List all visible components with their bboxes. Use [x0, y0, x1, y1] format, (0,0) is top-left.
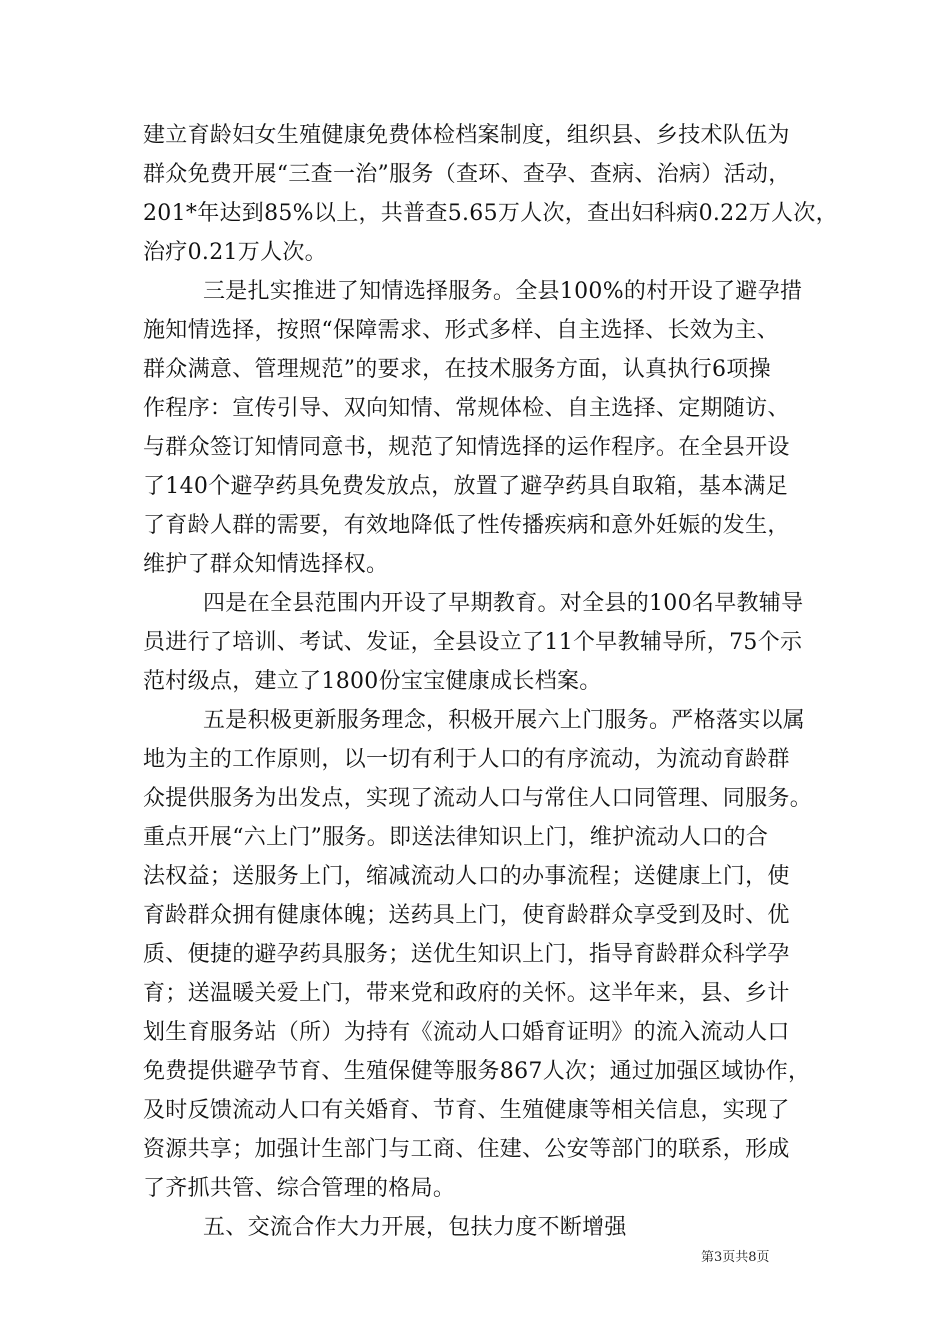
paragraph-line: 范村级点，建立了1800份宝宝健康成长档案。 — [143, 669, 602, 694]
paragraph-line: 众提供服务为出发点，实现了流动人口与常住人口同管理、同服务。 — [143, 786, 813, 811]
paragraph-line: 资源共享；加强计生部门与工商、住建、公安等部门的联系，形成 — [143, 1137, 790, 1162]
paragraph-line: 及时反馈流动人口有关婚育、节育、生殖健康等相关信息，实现了 — [143, 1098, 790, 1123]
paragraph-line: 三是扎实推进了知情选择服务。全县100%的村开设了避孕措 — [203, 279, 803, 304]
paragraph-line: 作程序：宣传引导、双向知情、常规体检、自主选择、定期随访、 — [143, 396, 790, 421]
paragraph-line: 了140个避孕药具免费发放点，放置了避孕药具自取箱，基本满足 — [143, 474, 788, 499]
paragraph-line: 地为主的工作原则，以一切有利于人口的有序流动，为流动育龄群 — [143, 747, 790, 772]
paragraph-line: 质、便捷的避孕药具服务；送优生知识上门，指导育龄群众科学孕 — [143, 942, 790, 967]
paragraph-line: 育龄群众拥有健康体魄；送药具上门，使育龄群众享受到及时、优 — [143, 903, 790, 928]
paragraph-line: 了齐抓共管、综合管理的格局。 — [143, 1176, 456, 1201]
paragraph-line: 群众免费开展“三查一治”服务（查环、查孕、查病、治病）活动， — [143, 162, 791, 187]
paragraph-line: 法权益；送服务上门，缩减流动人口的办事流程；送健康上门，使 — [143, 864, 790, 889]
paragraph-line: 育；送温暖关爱上门，带来党和政府的关怀。这半年来，县、乡计 — [143, 981, 790, 1006]
paragraph-line: 免费提供避孕节育、生殖保健等服务867人次；通过加强区域协作， — [143, 1059, 811, 1084]
paragraph-line: 施知情选择，按照“保障需求、形式多样、自主选择、长效为主、 — [143, 318, 779, 343]
paragraph-line: 划生育服务站（所）为持有《流动人口婚育证明》的流入流动人口 — [143, 1020, 790, 1045]
paragraph-line: 建立育龄妇女生殖健康免费体检档案制度，组织县、乡技术队伍为 — [143, 123, 790, 148]
paragraph-line: 四是在全县范围内开设了早期教育。对全县的100名早教辅导 — [203, 591, 804, 616]
section-heading: 五、交流合作大力开展，包扶力度不断增强 — [203, 1215, 627, 1240]
paragraph-line: 了育龄人群的需要，有效地降低了性传播疾病和意外妊娠的发生， — [143, 513, 790, 538]
paragraph-line: 治疗0.21万人次。 — [143, 240, 327, 265]
paragraph-line: 重点开展“六上门”服务。即送法律知识上门，维护流动人口的合 — [143, 825, 769, 850]
paragraph-line: 群众满意、管理规范”的要求，在技术服务方面，认真执行6项操 — [143, 357, 771, 382]
paragraph-line: 五是积极更新服务理念，积极开展六上门服务。严格落实以属 — [203, 708, 806, 733]
paragraph-line: 与群众签订知情同意书，规范了知情选择的运作程序。在全县开设 — [143, 435, 790, 460]
paragraph-line: 员进行了培训、考试、发证，全县设立了11个早教辅导所，75个示 — [143, 630, 803, 655]
paragraph-line: 201*年达到85%以上，共普查5.65万人次，查出妇科病0.22万人次， — [143, 201, 838, 226]
page-number: 第3页共8页 — [701, 1250, 770, 1265]
paragraph-line: 维护了群众知情选择权。 — [143, 552, 389, 577]
